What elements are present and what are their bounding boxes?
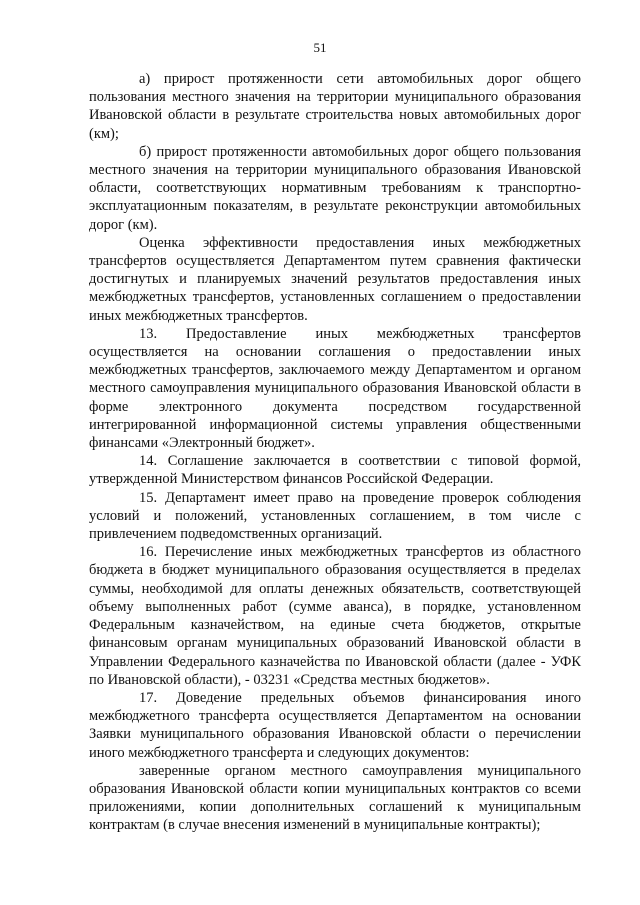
paragraph-17: 17. Доведение предельных объемов финансирования иного межбюджетного трансферта осуществляется Департаментом на основании Заявки муниципального образования Ивановской области о перечислении иного межбюджетного трансферта и следующих документов: xyxy=(89,689,581,761)
paragraph-a: а) прирост протяженности сети автомобильных дорог общего пользования местного значения на территории муниципального образования Ивановской области в результате строительства новых автомобильных дорог (км); xyxy=(89,71,581,142)
document-body xyxy=(89,70,581,835)
paragraph-16: 16. Перечисление иных межбюджетных трансфертов из областного бюджета в бюджет муниципального образования осуществляется в пределах суммы, необходимой для оплаты денежных обязательств, соответствующей объему выполненных работ (сумме аванса), в порядке, установленном Федеральным казначейством, на единые счета бюджетов, открытые финансовым органам муниципальных образований Ивановской области в Управлении Федерального казначейства по Ивановской области (далее - УФК по Ивановской области), - 03231 «Средства местных бюджетов». xyxy=(89,544,581,688)
paragraph-13: 13. Предоставление иных межбюджетных трансфертов осуществляется на основании соглашения о предоставлении иных межбюджетных трансфертов, заключаемого между Департаментом и органом местного самоуправления муниципального образования Ивановской области в форме электронного документа посредством государственной интегрированной информационной системы управления общественными финансами «Электронный бюджет». xyxy=(89,325,581,452)
paragraph-14: 14. Соглашение заключается в соответствии с типовой формой, утвержденной Министерством финансов Российской Федерации. xyxy=(89,453,581,488)
paragraph-contracts: заверенные органом местного самоуправления муниципального образования Ивановской области копии муниципальных контрактов со всеми приложениями, копии дополнительных соглашений к муниципальным контрактам (в случае внесения изменений в муниципальные контракты); xyxy=(89,762,581,834)
paragraph-b: б) прирост протяженности автомобильных дорог общего пользования местного значения на территории муниципального образования Ивановской области, соответствующих нормативным требованиям к транспортно-эксплуатационным показателям, в результате реконструкции автомобильных дорог (км). xyxy=(89,143,581,233)
paragraph-15: 15. Департамент имеет право на проведение проверок соблюдения условий и положений, установленных соглашением, в том числе с привлечением подведомственных организаций. xyxy=(89,489,581,543)
paragraph-evaluation: Оценка эффективности предоставления иных межбюджетных трансфертов осуществляется Департаментом путем сравнения фактически достигнутых и планируемых значений результатов предоставления иных межбюджетных трансфертов, установленных соглашением о предоставлении иных межбюджетных трансфертов. xyxy=(89,234,581,324)
page-number: 51 xyxy=(313,40,327,55)
